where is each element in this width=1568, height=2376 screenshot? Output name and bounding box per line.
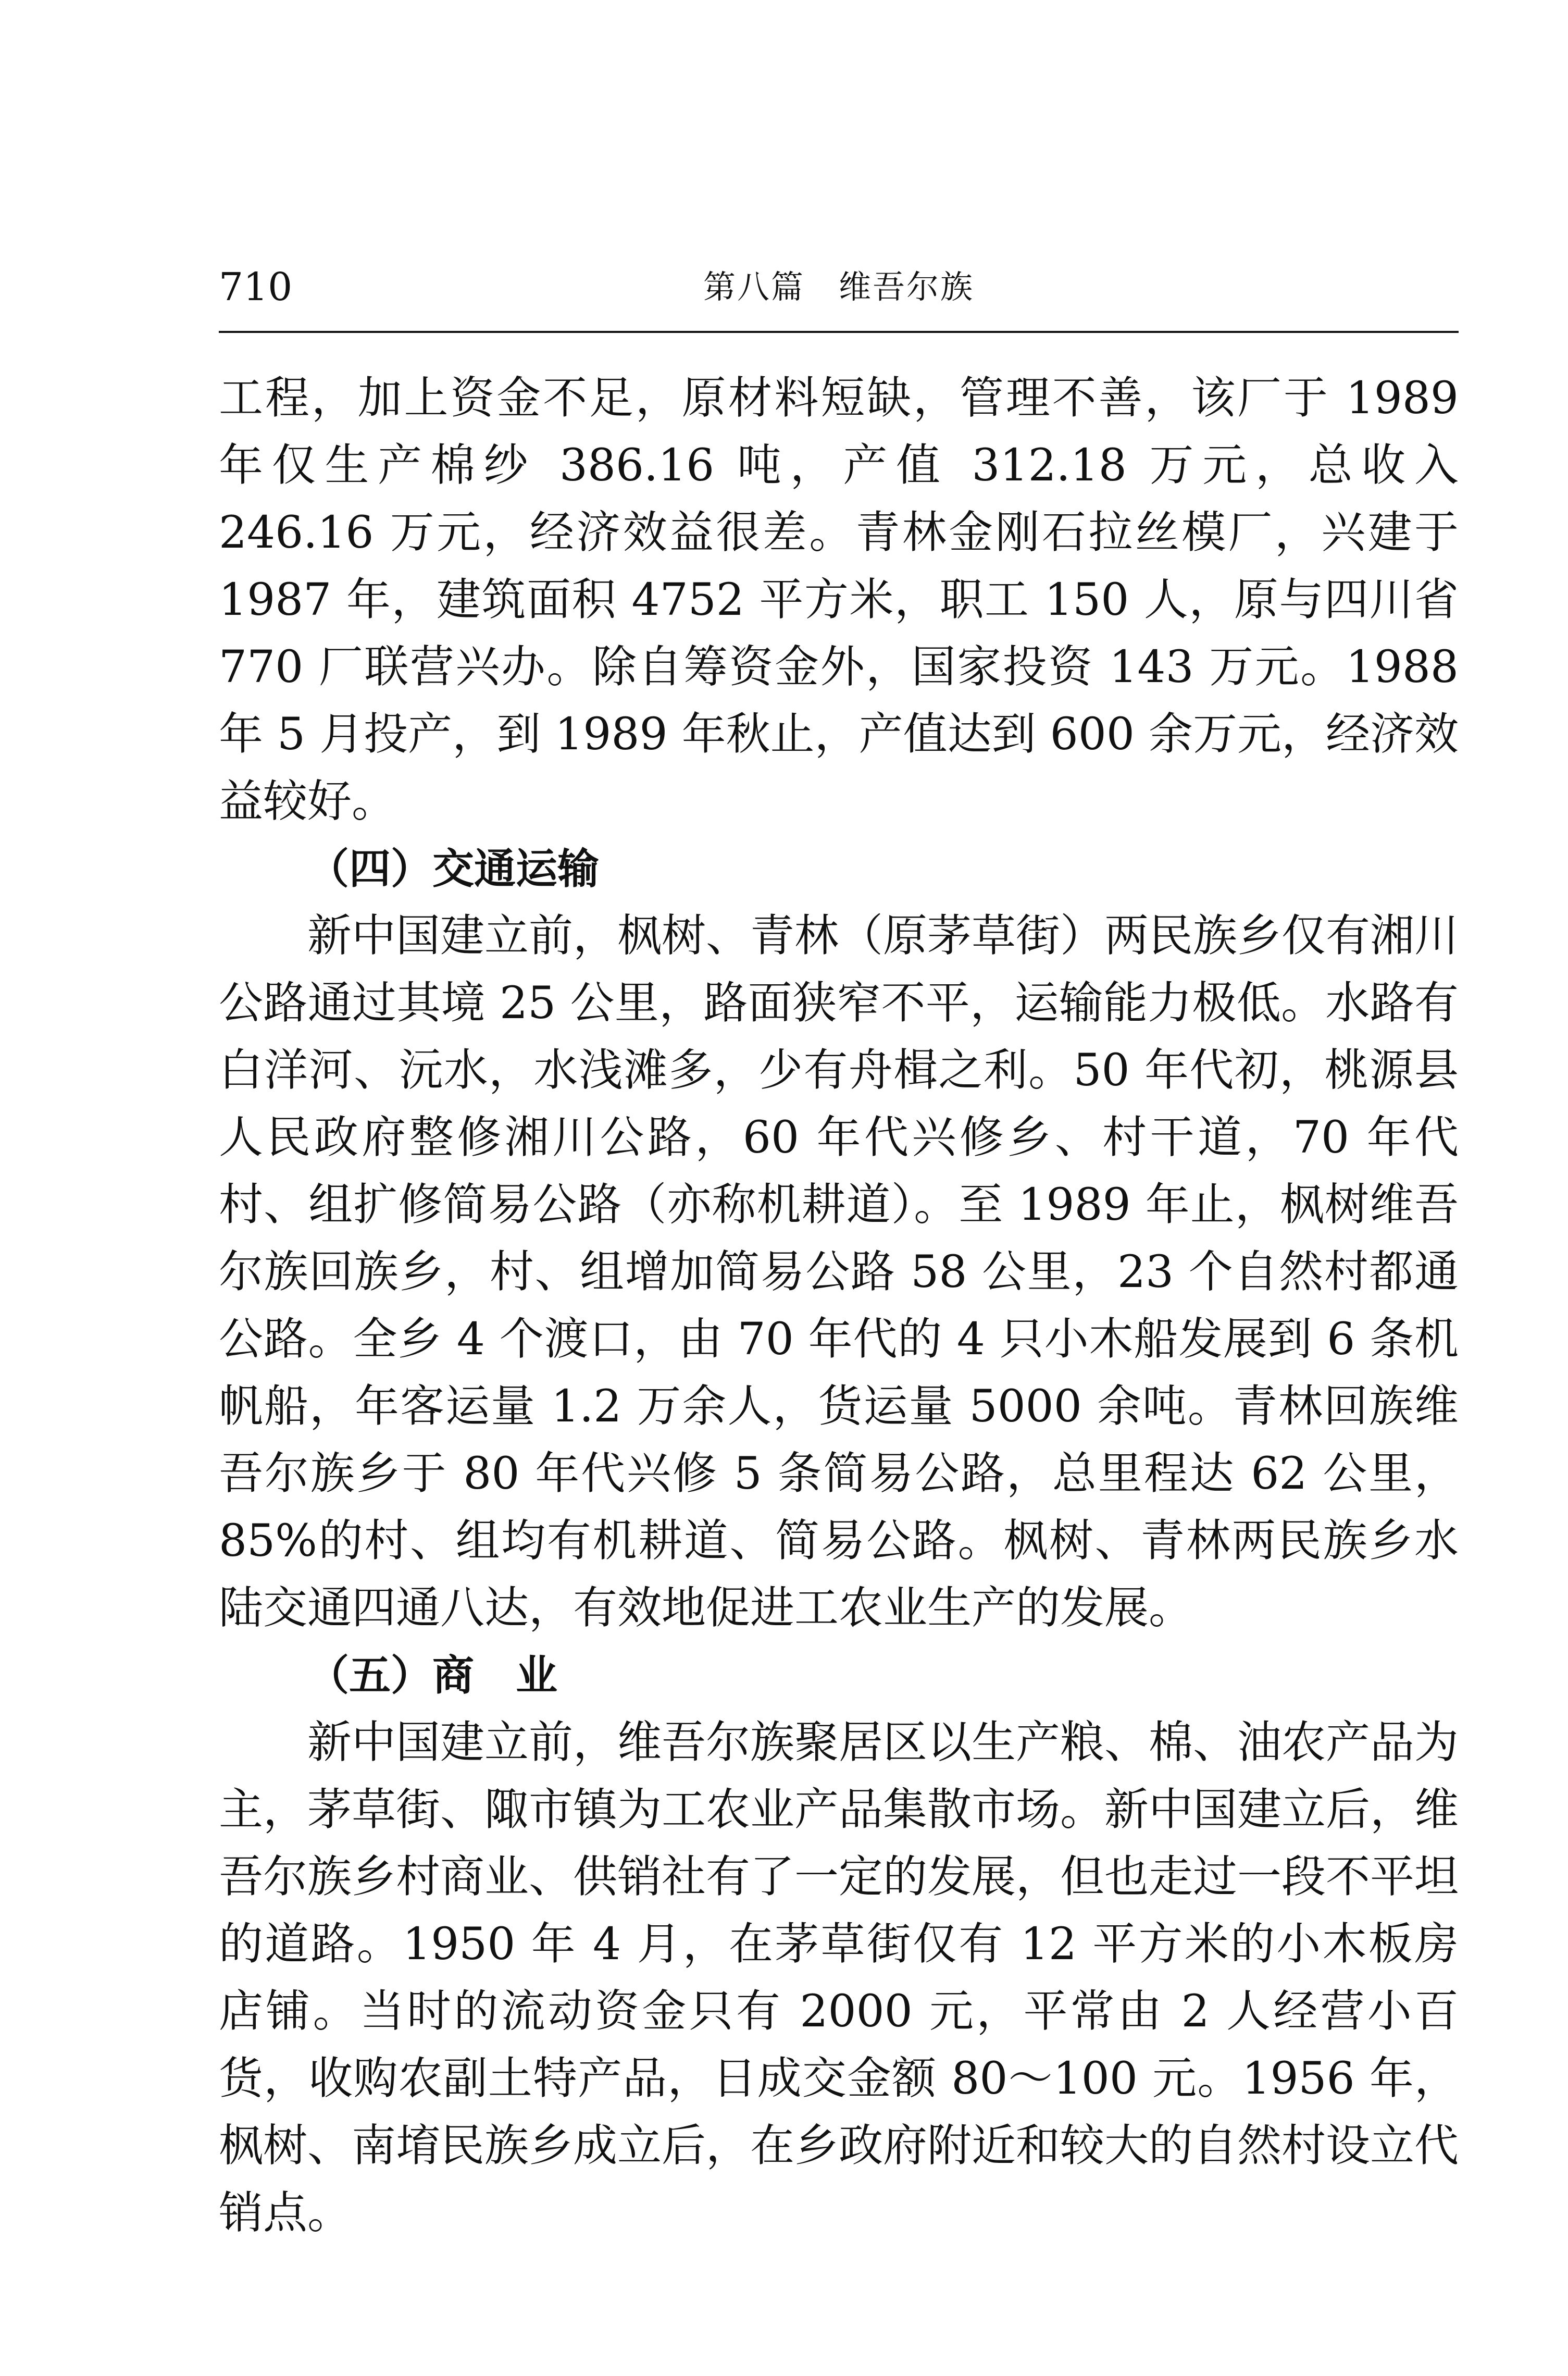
section-heading-transport: （四）交通运输 bbox=[307, 845, 599, 893]
header-rule bbox=[219, 331, 1459, 333]
body-text bbox=[219, 365, 1459, 2247]
paragraph-commerce: 新中国建立前，维吾尔族聚居区以生产粮、棉、油农产品为主，茅草街、陬市镇为工农业产品集散市场。新中国建立后，维吾尔族乡村商业、供销社有了一定的发展，但也走过一段不平坦的道路。1950 年 4 月，在茅草街仅有 12 平方米的小木板房店铺。当时的流动资金只有 2000 元，平常由 2 人经营小百货，收购农副土特产品，日成交金额 80～100 元。1956 年，枫树、南堉民族乡成立后，在乡政府附近和较大的自然村设立代销点。 bbox=[219, 1717, 1459, 2239]
page-number: 710 bbox=[219, 265, 293, 310]
paragraph-industry-continued: 工程，加上资金不足，原材料短缺，管理不善，该厂于 1989 年仅生产棉纱 386.16 吨，产值 312.18 万元，总收入 246.16 万元，经济效益很差。青林金刚石拉丝模厂，兴建于 1987 年，建筑面积 4752 平方米，职工 150 人，原与四川省 770 厂联营兴办。除自筹资金外，国家投资 143 万元。1988 年 5 月投产，到 1989 年秋止，产值达到 600 余万元，经济效益较好。 bbox=[219, 373, 1459, 827]
paragraph-transport: 新中国建立前，枫树、青林（原茅草街）两民族乡仅有湘川公路通过其境 25 公里，路面狭窄不平，运输能力极低。水路有白洋河、沅水，水浅滩多，少有舟楫之利。50 年代初，桃源县人民政府整修湘川公路，60 年代兴修乡、村干道，70 年代村、组扩修简易公路（亦称机耕道）。至 1989 年止，枫树维吾尔族回族乡，村、组增加简易公路 58 公里，23 个自然村都通公路。全乡 4 个渡口，由 70 年代的 4 只小木船发展到 6 条机帆船，年客运量 1.2 万余人，货运量 5000 余吨。青林回族维吾尔族乡于 80 年代兴修 5 条简易公路，总里程达 62 公里，85%的村、组均有机耕道、简易公路。枫树、青林两民族乡水陆交通四通八达，有效地促进工农业生产的发展。 bbox=[219, 910, 1459, 1634]
running-title: 第八篇 维吾尔族 bbox=[703, 268, 974, 306]
section-heading-commerce: （五）商 业 bbox=[307, 1651, 557, 1700]
page-header bbox=[219, 263, 1459, 311]
